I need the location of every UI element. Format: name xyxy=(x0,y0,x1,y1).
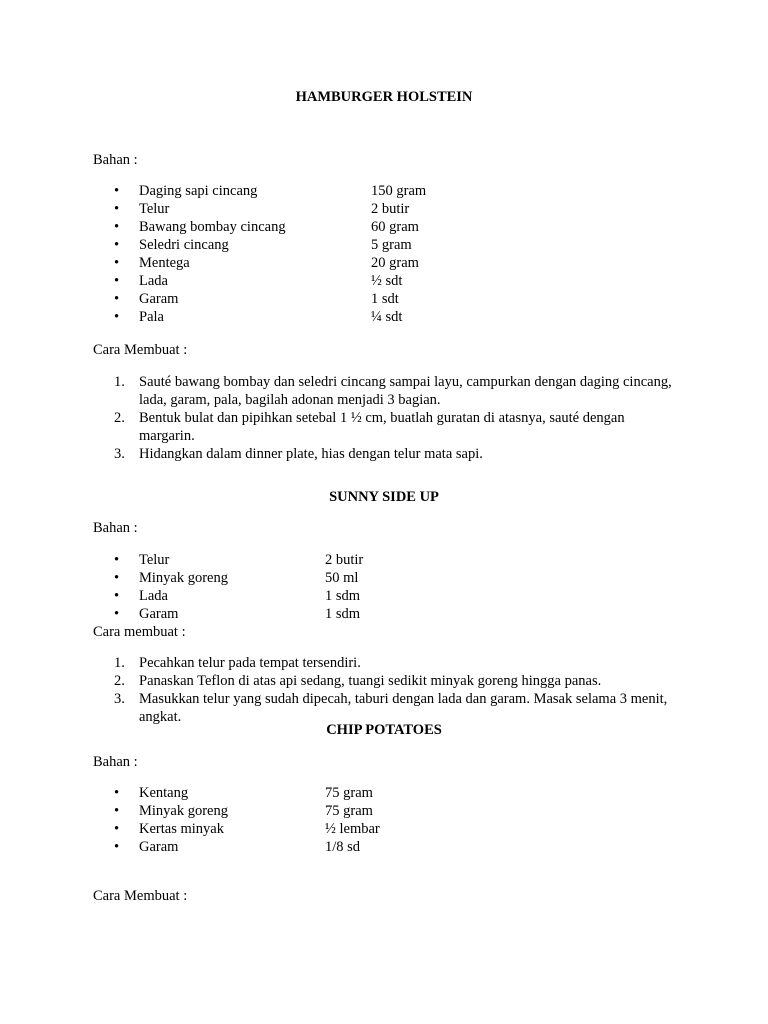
ingredient-item xyxy=(0,784,768,802)
step-item xyxy=(0,672,768,690)
ingredient-qty: 1 sdm xyxy=(325,588,361,604)
ingredient-qty: 1 sdm xyxy=(325,606,361,622)
step-number: 2. xyxy=(114,673,125,689)
step-text: Masukkan telur yang sudah dipecah, taburi dengan lada dan garam. Masak selama 3 menit, angkat. xyxy=(139,691,668,725)
ingredient-qty: 5 gram xyxy=(371,237,412,253)
ingredient-qty: 75 gram xyxy=(325,785,373,801)
bullet-icon: • xyxy=(114,273,120,289)
step-item xyxy=(0,373,768,409)
recipe-title-chip-potatoes: CHIP POTATOES xyxy=(326,722,442,738)
ingredient-qty: 50 ml xyxy=(325,570,359,586)
ingredient-item xyxy=(0,200,768,218)
ingredient-name: Lada xyxy=(139,273,168,289)
ingredient-qty: 60 gram xyxy=(371,219,419,235)
bullet-icon: • xyxy=(114,803,120,819)
bullet-icon: • xyxy=(114,309,120,325)
ingredient-item xyxy=(0,218,768,236)
step-item xyxy=(0,445,768,463)
ingredient-list-3 xyxy=(0,784,768,856)
ingredient-item xyxy=(0,308,768,326)
ingredient-name: Minyak goreng xyxy=(139,803,228,819)
ingredient-name: Kertas minyak xyxy=(139,821,224,837)
ingredient-qty: 150 gram xyxy=(371,183,427,199)
bullet-icon: • xyxy=(114,821,120,837)
bullet-icon: • xyxy=(114,183,120,199)
ingredient-name: Telur xyxy=(139,552,170,568)
step-number: 2. xyxy=(114,410,125,426)
bahan-label-3: Bahan : xyxy=(93,754,138,770)
ingredient-name: Lada xyxy=(139,588,168,604)
ingredient-item xyxy=(0,838,768,856)
ingredient-name: Pala xyxy=(139,309,164,325)
ingredient-item xyxy=(0,290,768,308)
step-item xyxy=(0,654,768,672)
ingredient-name: Kentang xyxy=(139,785,189,801)
ingredient-item xyxy=(0,605,768,623)
cara-label-1: Cara Membuat : xyxy=(93,342,188,358)
ingredient-item xyxy=(0,254,768,272)
bullet-icon: • xyxy=(114,588,120,604)
step-text: Sauté bawang bombay dan seledri cincang sampai layu, campurkan dengan daging cincang, lada, garam, pala, bagilah adonan menjadi 3 bagian. xyxy=(139,374,672,408)
bullet-icon: • xyxy=(114,606,120,622)
ingredient-name: Garam xyxy=(139,291,179,307)
ingredient-qty: 2 butir xyxy=(325,552,364,568)
ingredient-qty: ¼ sdt xyxy=(371,309,403,325)
ingredient-qty: 2 butir xyxy=(371,201,410,217)
ingredient-qty: 20 gram xyxy=(371,255,419,271)
ingredient-qty: 1/8 sd xyxy=(325,839,361,855)
step-text: Bentuk bulat dan pipihkan setebal 1 ½ cm, buatlah guratan di atasnya, sauté dengan margarin. xyxy=(139,410,625,444)
step-number: 3. xyxy=(114,446,125,462)
ingredient-name: Garam xyxy=(139,839,179,855)
ingredient-name: Daging sapi cincang xyxy=(139,183,258,199)
ingredient-name: Seledri cincang xyxy=(139,237,229,253)
ingredient-item xyxy=(0,569,768,587)
ingredient-item xyxy=(0,182,768,200)
step-number: 1. xyxy=(114,374,125,390)
bullet-icon: • xyxy=(114,255,120,271)
step-number: 1. xyxy=(114,655,125,671)
recipe-title-sunny-side-up: SUNNY SIDE UP xyxy=(329,489,439,505)
bahan-label-2: Bahan : xyxy=(93,520,138,536)
steps-list-1 xyxy=(0,373,768,463)
bullet-icon: • xyxy=(114,291,120,307)
ingredient-item xyxy=(0,551,768,569)
bullet-icon: • xyxy=(114,201,120,217)
ingredient-item xyxy=(0,272,768,290)
bullet-icon: • xyxy=(114,219,120,235)
ingredient-qty: 75 gram xyxy=(325,803,373,819)
step-item xyxy=(0,409,768,445)
ingredient-qty: 1 sdt xyxy=(371,291,399,307)
step-text: Pecahkan telur pada tempat tersendiri. xyxy=(139,655,361,671)
steps-list-2 xyxy=(0,654,768,726)
ingredient-item xyxy=(0,820,768,838)
ingredient-item xyxy=(0,587,768,605)
ingredient-name: Minyak goreng xyxy=(139,570,228,586)
ingredient-qty: ½ lembar xyxy=(325,821,380,837)
step-number: 3. xyxy=(114,691,125,707)
step-text: Panaskan Teflon di atas api sedang, tuangi sedikit minyak goreng hingga panas. xyxy=(139,673,602,689)
ingredient-name: Telur xyxy=(139,201,170,217)
cara-label-3: Cara Membuat : xyxy=(93,888,188,904)
ingredient-name: Mentega xyxy=(139,255,190,271)
step-text: Hidangkan dalam dinner plate, hias dengan telur mata sapi. xyxy=(139,446,483,462)
bullet-icon: • xyxy=(114,839,120,855)
ingredient-qty: ½ sdt xyxy=(371,273,403,289)
bullet-icon: • xyxy=(114,237,120,253)
bullet-icon: • xyxy=(114,552,120,568)
bullet-icon: • xyxy=(114,570,120,586)
ingredient-name: Bawang bombay cincang xyxy=(139,219,286,235)
recipe-title-hamburger-holstein: HAMBURGER HOLSTEIN xyxy=(295,89,473,105)
ingredient-item xyxy=(0,802,768,820)
ingredient-list-1 xyxy=(0,182,768,326)
bullet-icon: • xyxy=(114,785,120,801)
ingredient-list-2 xyxy=(0,551,768,623)
bahan-label-1: Bahan : xyxy=(93,152,138,168)
ingredient-item xyxy=(0,236,768,254)
ingredient-name: Garam xyxy=(139,606,179,622)
cara-label-2: Cara membuat : xyxy=(93,624,186,640)
